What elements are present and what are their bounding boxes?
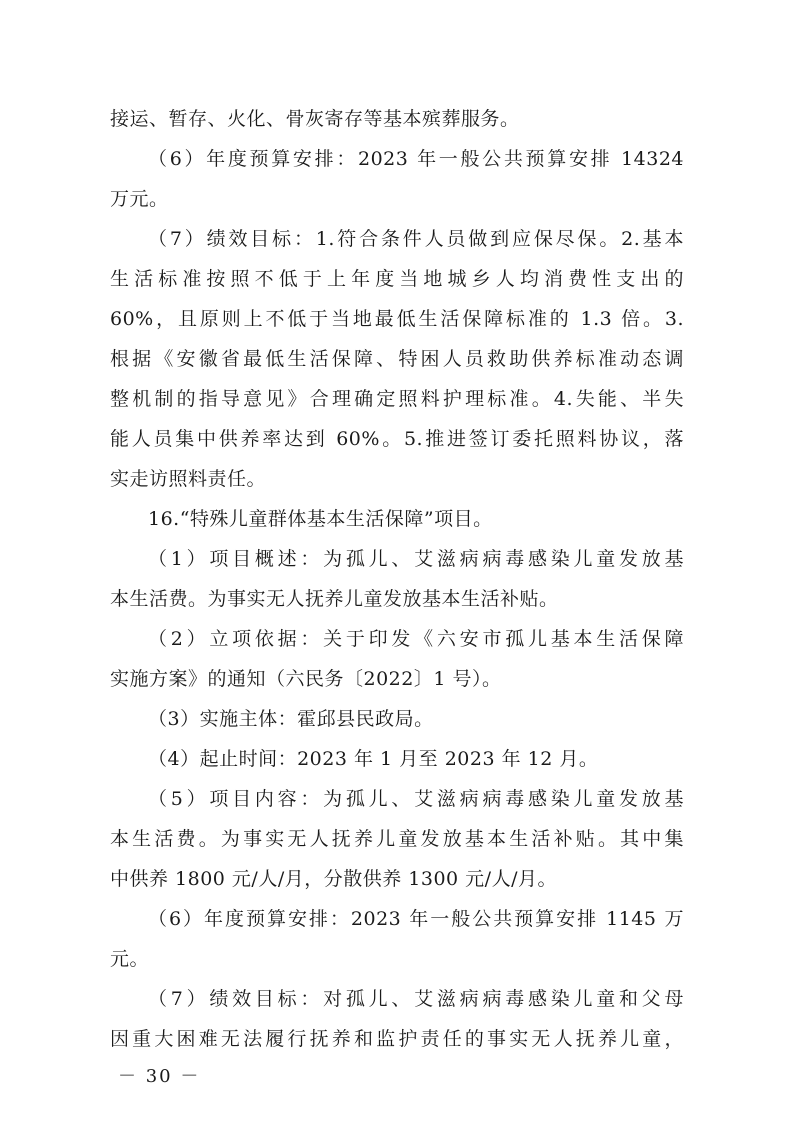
text-line: 本生活费。为事实无人抚养儿童发放基本生活补贴。其中集 — [110, 828, 684, 850]
text-line: （4）起止时间：2023 年 1 月至 2023 年 12 月。 — [148, 748, 599, 770]
text-line: 生活标准按照不低于上年度当地城乡人均消费性支出的 — [110, 268, 684, 290]
text-line: （3）实施主体：霍邱县民政局。 — [148, 708, 434, 730]
text-line: （6）年度预算安排：2023 年一般公共预算安排 14324 — [148, 148, 684, 170]
text-line: 元。 — [110, 948, 150, 970]
text-line: 实走访照料责任。 — [110, 468, 267, 490]
text-line: （7）绩效目标：对孤儿、艾滋病病毒感染儿童和父母 — [148, 988, 684, 1010]
text-line: （1）项目概述：为孤儿、艾滋病病毒感染儿童发放基 — [148, 548, 684, 570]
text-line: 实施方案》的通知（六民务〔2022〕1 号）。 — [110, 668, 502, 690]
text-line: （5）项目内容：为孤儿、艾滋病病毒感染儿童发放基 — [148, 788, 684, 810]
text-line: 万元。 — [110, 188, 169, 210]
text-line: 60%，且原则上不低于当地最低生活保障标准的 1.3 倍。3. — [110, 308, 684, 330]
text-line: 根据《安徽省最低生活保障、特困人员救助供养标准动态调 — [110, 348, 684, 370]
page-number: － 30 － — [118, 1066, 201, 1087]
section-heading: 16.“特殊儿童群体基本生活保障”项目。 — [148, 508, 493, 530]
text-line: 能人员集中供养率达到 60%。5.推进签订委托照料协议，落 — [110, 428, 684, 450]
text-line: 因重大困难无法履行抚养和监护责任的事实无人抚养儿童， — [110, 1028, 684, 1050]
text-line: 接运、暂存、火化、骨灰寄存等基本殡葬服务。 — [110, 108, 520, 130]
text-line: （7）绩效目标：1.符合条件人员做到应保尽保。2.基本 — [148, 228, 684, 250]
text-line: （2）立项依据：关于印发《六安市孤儿基本生活保障 — [148, 628, 684, 650]
text-line: 中供养 1800 元/人/月，分散供养 1300 元/人/月。 — [110, 868, 557, 890]
text-line: 本生活费。为事实无人抚养儿童发放基本生活补贴。 — [110, 588, 559, 610]
text-line: 整机制的指导意见》合理确定照料护理标准。4.失能、半失 — [110, 388, 684, 410]
text-line: （6）年度预算安排：2023 年一般公共预算安排 1145 万 — [148, 908, 684, 930]
